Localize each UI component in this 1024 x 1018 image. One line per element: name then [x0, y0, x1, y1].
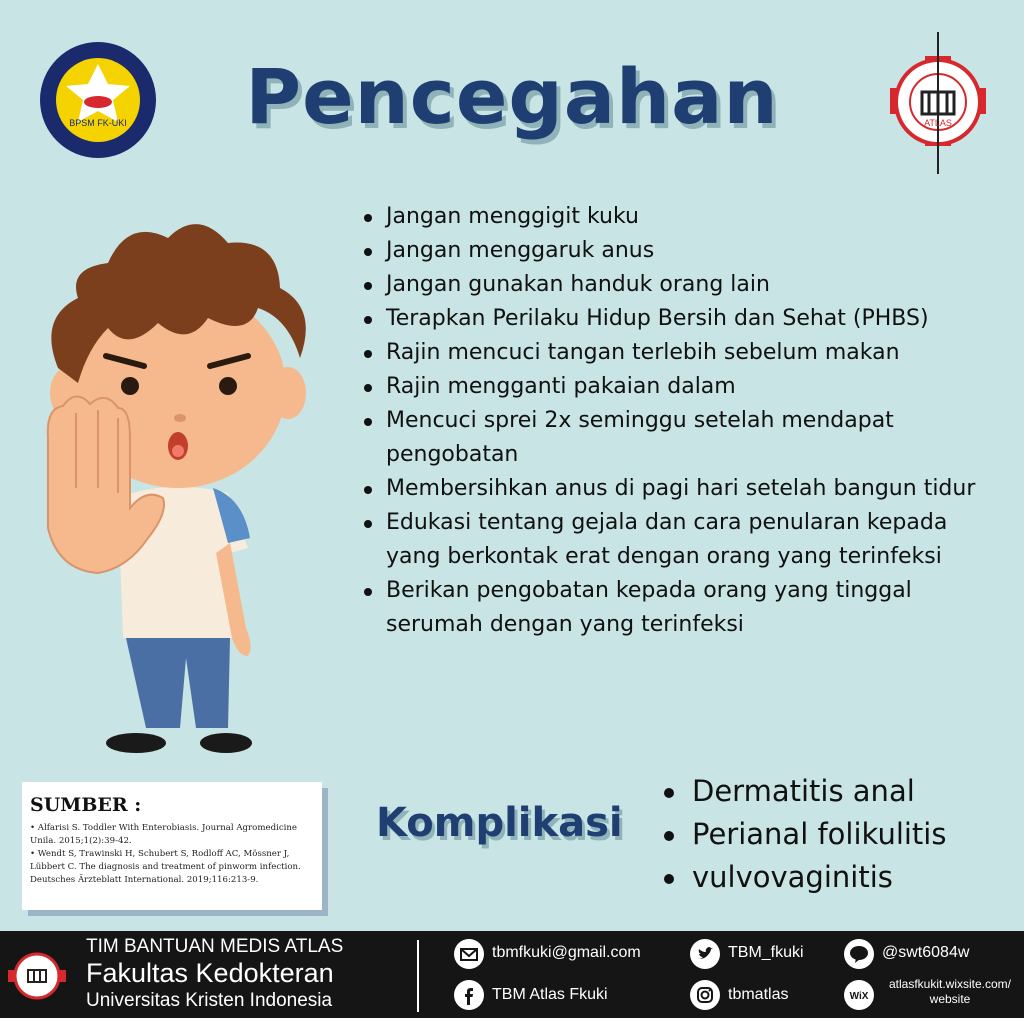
bpsm-logo-label: BPSM FK-UKI [69, 118, 127, 128]
prevention-list [362, 200, 982, 642]
instagram-icon [690, 980, 720, 1010]
facebook-link[interactable]: TBM Atlas Fkuki [492, 986, 608, 1003]
atlas-logo-label: ATLAS [924, 118, 952, 128]
twitter-icon [690, 939, 720, 969]
prevention-item: Rajin mencuci tangan terlebih sebelum makan [362, 336, 982, 370]
footer-university: Universitas Kristen Indonesia [86, 990, 333, 1011]
website-url: atlasfkukit.wixsite.com/ [888, 977, 1012, 991]
komplikasi-item: vulvovaginitis [660, 856, 946, 899]
email-icon [454, 939, 484, 969]
komplikasi-item: Perianal folikulitis [660, 813, 946, 856]
prevention-item: Berikan pengobatan kepada orang yang tinggal serumah dengan yang terinfeksi [362, 574, 982, 642]
website-url-suffix: website [929, 992, 971, 1006]
source-title: SUMBER : [30, 794, 142, 816]
komplikasi-title: Komplikasi [376, 800, 623, 846]
instagram-link[interactable]: tbmatlas [728, 986, 789, 1003]
twitter-link[interactable]: TBM_fkuki [728, 944, 804, 961]
page-title: Pencegahan [245, 52, 779, 141]
website-link[interactable] [880, 977, 1020, 1007]
source-box [22, 782, 322, 910]
prevention-item: Membersihkan anus di pagi hari setelah bangun tidur [362, 472, 982, 506]
wix-icon [844, 980, 874, 1010]
line-id-link[interactable]: @swt6084w [882, 944, 970, 961]
line-chat-icon [844, 939, 874, 969]
facebook-icon [454, 980, 484, 1010]
komplikasi-list [660, 770, 946, 899]
prevention-item: Terapkan Perilaku Hidup Bersih dan Sehat (PHBS) [362, 302, 982, 336]
prevention-item: Mencuci sprei 2x seminggu setelah mendapat pengobatan [362, 404, 982, 472]
prevention-item: Jangan menggigit kuku [362, 200, 982, 234]
source-ref: • Alfarisi S. Toddler With Enterobiasis. Journal Agromedicine Unila. 2015;1(2):39-42. [30, 823, 298, 846]
footer-divider [417, 940, 419, 1012]
email-link[interactable]: tbmfkuki@gmail.com [492, 944, 641, 961]
footer-faculty: Fakultas Kedokteran [86, 958, 334, 988]
prevention-item: Edukasi tentang gejala dan cara penularan kepada yang berkontak erat dengan orang yang terinfeksi [362, 506, 982, 574]
prevention-item: Rajin mengganti pakaian dalam [362, 370, 982, 404]
footer-org-name: TIM BANTUAN MEDIS ATLAS [86, 936, 344, 957]
wix-icon-label: WiX [849, 991, 869, 1002]
boy-stop-gesture-illustration [18, 208, 338, 768]
komplikasi-item: Dermatitis anal [660, 770, 946, 813]
prevention-item: Jangan gunakan handuk orang lain [362, 268, 982, 302]
footer-atlas-logo [6, 944, 68, 1008]
source-ref: • Wendt S, Trawinski H, Schubert S, Rodloff AC, Mössner J, Lübbert C. The diagnosis and treatment of pinworm infection. Deutsches Ärzteblatt International. 2019;116:213-9. [30, 849, 301, 885]
prevention-item: Jangan menggaruk anus [362, 234, 982, 268]
